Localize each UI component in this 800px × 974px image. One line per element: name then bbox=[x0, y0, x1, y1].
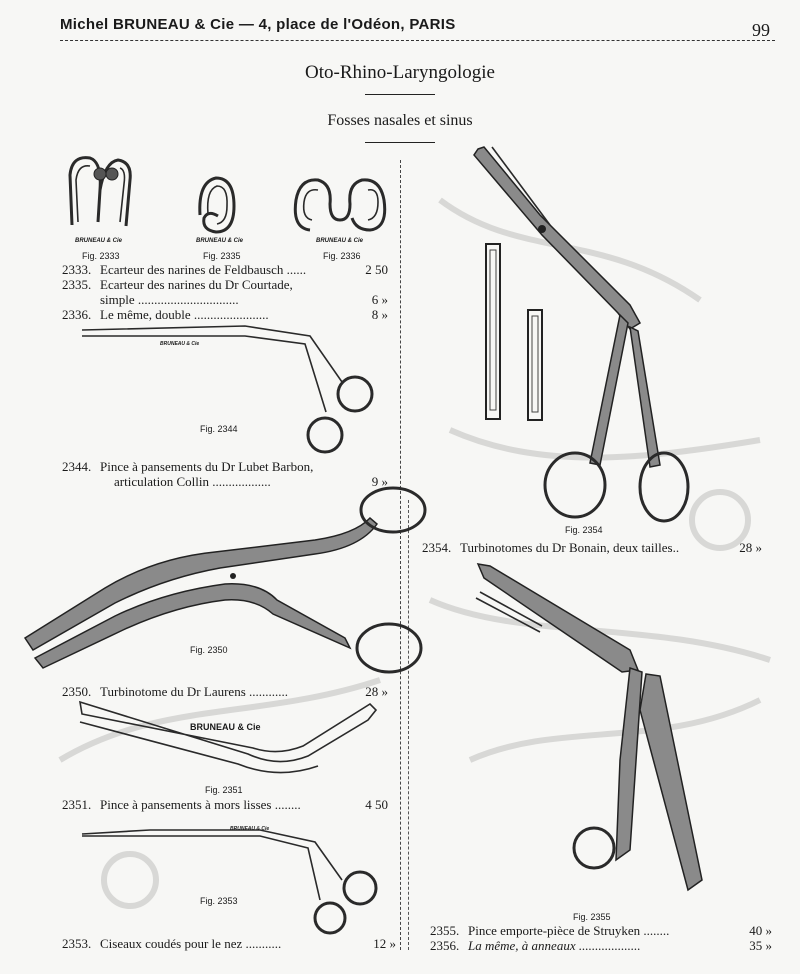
entry-2344-price: 9 » bbox=[371, 474, 388, 489]
entry-number: 2356. bbox=[430, 938, 460, 953]
title-rule bbox=[365, 94, 435, 95]
fig-2336-brand: BRUNEAU & Cie bbox=[316, 238, 364, 244]
header-rule bbox=[60, 40, 775, 41]
fig-2351-brand: BRUNEAU & Cie bbox=[190, 722, 261, 732]
entry-number: 2333. bbox=[62, 262, 92, 277]
subtitle-rule bbox=[365, 142, 435, 143]
entry-2344 bbox=[62, 459, 313, 475]
fig-2350-label: Fig. 2350 bbox=[190, 645, 228, 655]
fig-2355-label: Fig. 2355 bbox=[573, 912, 611, 922]
fig-2336-label: Fig. 2336 bbox=[323, 251, 361, 261]
page-number: 99 bbox=[752, 20, 770, 40]
entry-2353 bbox=[62, 936, 281, 952]
fig-2350-illustration bbox=[15, 488, 415, 688]
entry-2356-price: 35 » bbox=[749, 938, 772, 953]
entry-text: Ciseaux coudés pour le nez ........... bbox=[100, 936, 282, 951]
fig-2335-label: Fig. 2335 bbox=[203, 251, 241, 261]
fig-2344-illustration bbox=[80, 320, 390, 460]
entry-2353-price: 12 » bbox=[373, 936, 396, 951]
entry-2333-price: 2 50 bbox=[365, 262, 388, 277]
entry-2354-price: 28 » bbox=[739, 540, 762, 555]
entry-2351 bbox=[62, 797, 301, 813]
entry-text: Pince à pansements du Dr Lubet Barbon, bbox=[100, 459, 314, 474]
fig-2354-illustration bbox=[470, 145, 700, 525]
entry-text: Turbinotomes du Dr Bonain, deux tailles.. bbox=[460, 540, 680, 555]
fig-2344-label: Fig. 2344 bbox=[200, 424, 238, 434]
fig-2353-brand: BRUNEAU & Cie bbox=[230, 826, 270, 832]
entry-number: 2350. bbox=[62, 684, 92, 699]
entry-number: 2336. bbox=[62, 307, 92, 322]
entry-text: Pince emporte-pièce de Struyken ........ bbox=[468, 923, 670, 938]
fig-2333-brand: BRUNEAU & Cie bbox=[75, 238, 123, 244]
entry-2333 bbox=[62, 262, 306, 278]
entry-number: 2335. bbox=[62, 277, 92, 292]
fig-2351-illustration bbox=[78, 698, 388, 788]
section-subtitle: Fosses nasales et sinus bbox=[327, 112, 473, 129]
fig-2355-illustration bbox=[470, 560, 750, 910]
entry-number: 2355. bbox=[430, 923, 460, 938]
entry-text: articulation Collin .................. bbox=[114, 474, 271, 489]
page-title: Oto-Rhino-Laryngologie bbox=[305, 62, 495, 83]
entry-2336-price: 8 » bbox=[371, 307, 388, 322]
fig-2354-label: Fig. 2354 bbox=[565, 525, 603, 535]
entry-text: Ecarteur des narines du Dr Courtade, bbox=[100, 277, 293, 292]
entry-text: La même, à anneaux ................... bbox=[468, 938, 641, 953]
fig-2335-brand: BRUNEAU & Cie bbox=[196, 238, 244, 244]
entry-2351-price: 4 50 bbox=[365, 797, 388, 812]
entry-number: 2354. bbox=[422, 540, 452, 555]
entry-2335-cont bbox=[100, 292, 239, 308]
entry-2356 bbox=[430, 938, 641, 954]
entry-2355 bbox=[430, 923, 669, 939]
fig-2333-illustration bbox=[60, 150, 150, 240]
entry-number: 2353. bbox=[62, 936, 92, 951]
entry-2335 bbox=[62, 277, 293, 293]
fig-2344-brand: BRUNEAU & Cie bbox=[160, 341, 200, 347]
fig-2353-label: Fig. 2353 bbox=[200, 896, 238, 906]
entry-text: Pince à pansements à mors lisses ........ bbox=[100, 797, 301, 812]
fig-2333-label: Fig. 2333 bbox=[82, 251, 120, 261]
publisher-header: Michel BRUNEAU & Cie — 4, place de l'Odéon, PARIS bbox=[60, 16, 456, 33]
entry-text: Le même, double ....................... bbox=[100, 307, 269, 322]
entry-number: 2351. bbox=[62, 797, 92, 812]
fig-2351-label: Fig. 2351 bbox=[205, 785, 243, 795]
fig-2353-illustration bbox=[80, 822, 390, 932]
entry-2354 bbox=[422, 540, 679, 556]
entry-number: 2344. bbox=[62, 459, 92, 474]
entry-text: Ecarteur des narines de Feldbausch ...... bbox=[100, 262, 307, 277]
entry-text: Turbinotome du Dr Laurens ............ bbox=[100, 684, 289, 699]
entry-2350-price: 28 » bbox=[365, 684, 388, 699]
entry-text: simple ............................... bbox=[100, 292, 239, 307]
entry-2355-price: 40 » bbox=[749, 923, 772, 938]
entry-2335-price: 6 » bbox=[371, 292, 388, 307]
